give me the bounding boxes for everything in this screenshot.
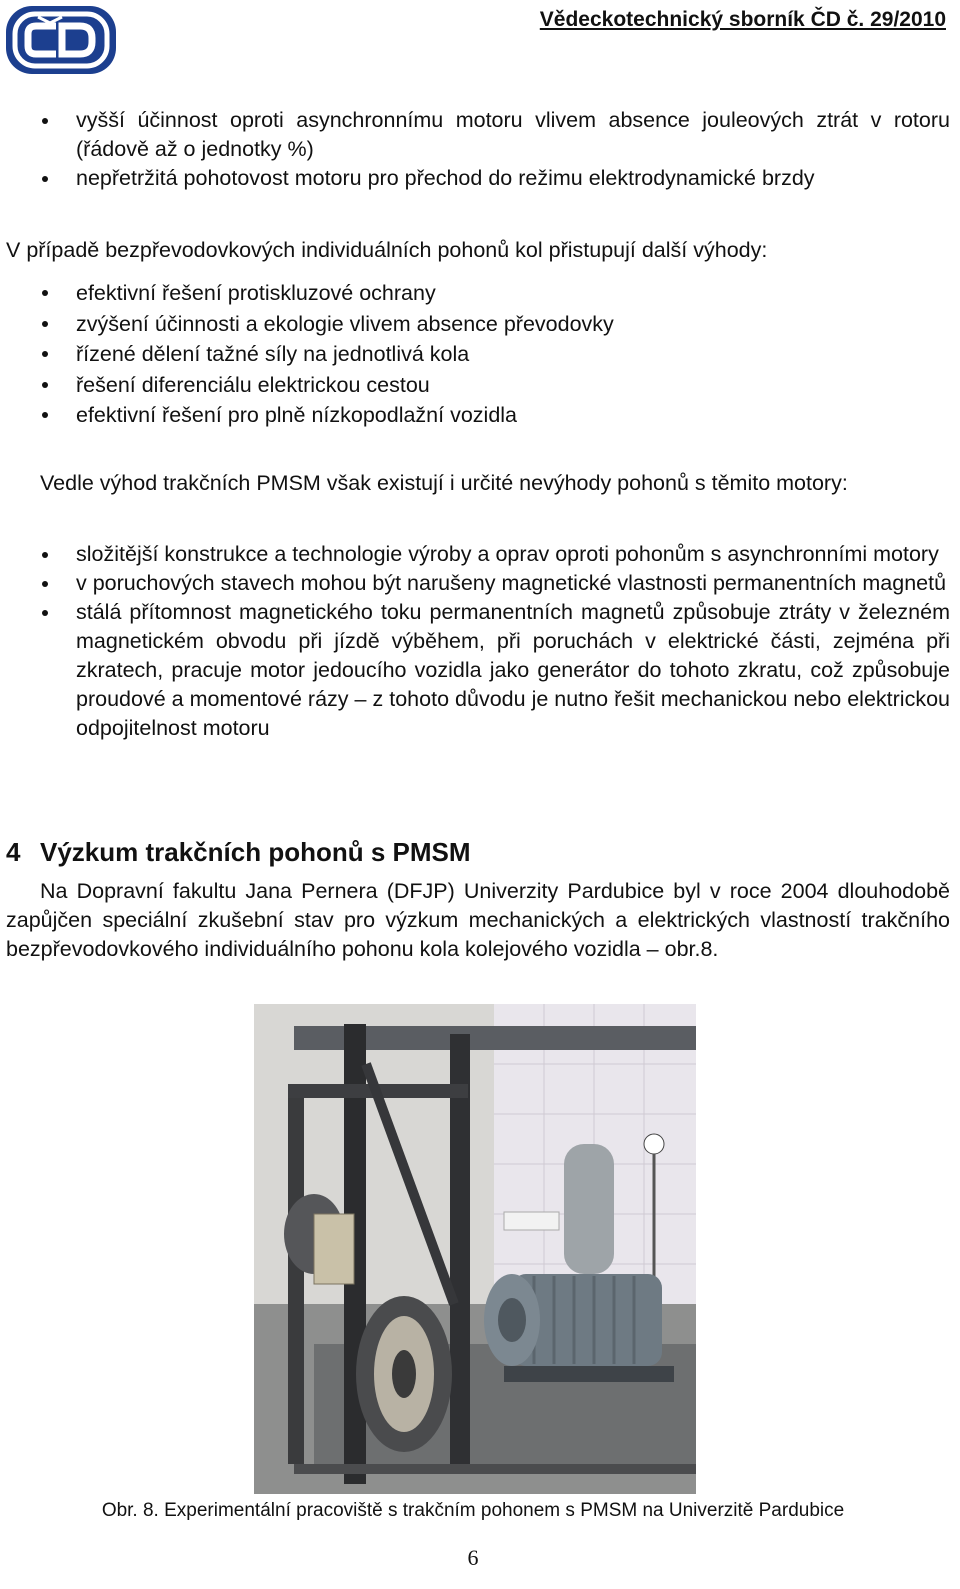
list-item: složitější konstrukce a technologie výroby a oprav oproti pohonům s asynchronními motory	[6, 540, 950, 569]
list-item: nepřetržitá pohotovost motoru pro přechod do režimu elektrodynamické brzdy	[6, 164, 950, 193]
cd-logo	[4, 4, 118, 76]
list-item: v poruchových stavech mohou být narušeny magnetické vlastnosti permanentních magnetů	[6, 569, 950, 598]
list-item: řízené dělení tažné síly na jednotlivá kola	[6, 339, 950, 370]
paragraph: Na Dopravní fakultu Jana Pernera (DFJP) Univerzity Pardubice byl v roce 2004 dlouhodobě zapůjčen speciální zkušební stav pro výzkum mechanických a elektrických vlastností trakčního bezpřevodovkového individuálního pohonu kola kolejového vozidla – obr.8.	[6, 879, 950, 961]
disadvantages-list	[6, 540, 950, 743]
figure-caption: Obr. 8. Experimentální pracoviště s trakčním pohonem s PMSM na Univerzitě Pardubice	[101, 1500, 845, 1521]
list-item: efektivní řešení pro plně nízkopodlažní vozidla	[6, 400, 950, 431]
list-item: stálá přítomnost magnetického toku permanentních magnetů způsobuje ztráty v železném magnetickém obvodu při jízdě výběhem, při poruchách v elektrické části, zejména při zkratech, pracuje motor jedoucího vozidla jako generátor do tohoto zkratu, což způsobuje proudové a momentové rázy – z tohoto důvodu je nutno řešit mechanickou nebo elektrickou odpojitelnost motoru	[6, 598, 950, 743]
page-number: 6	[467, 1545, 479, 1570]
section-number: 4	[6, 837, 21, 867]
paragraph: Vedle výhod trakčních PMSM však existují i určité nevýhody pohonů s těmito motory:	[40, 471, 848, 495]
list-item: řešení diferenciálu elektrickou cestou	[6, 370, 950, 401]
advantages-list	[6, 106, 950, 193]
list-item: vyšší účinnost oproti asynchronnímu motoru vlivem absence jouleových ztrát v rotoru (řádově až o jednotky %)	[6, 106, 950, 164]
journal-title: Vědeckotechnický sborník ČD č. 29/2010	[539, 8, 946, 31]
paragraph: V případě bezpřevodovkových individuálních pohonů kol přistupují další výhody:	[6, 238, 768, 262]
section-heading	[6, 838, 950, 867]
list-item: zvýšení účinnosti a ekologie vlivem absence převodovky	[6, 309, 950, 340]
section-title: Výzkum trakčních pohonů s PMSM	[40, 837, 471, 867]
gearless-advantages-list	[6, 278, 950, 431]
test-stand-photo	[254, 1004, 696, 1494]
list-item: efektivní řešení protiskluzové ochrany	[6, 278, 950, 309]
